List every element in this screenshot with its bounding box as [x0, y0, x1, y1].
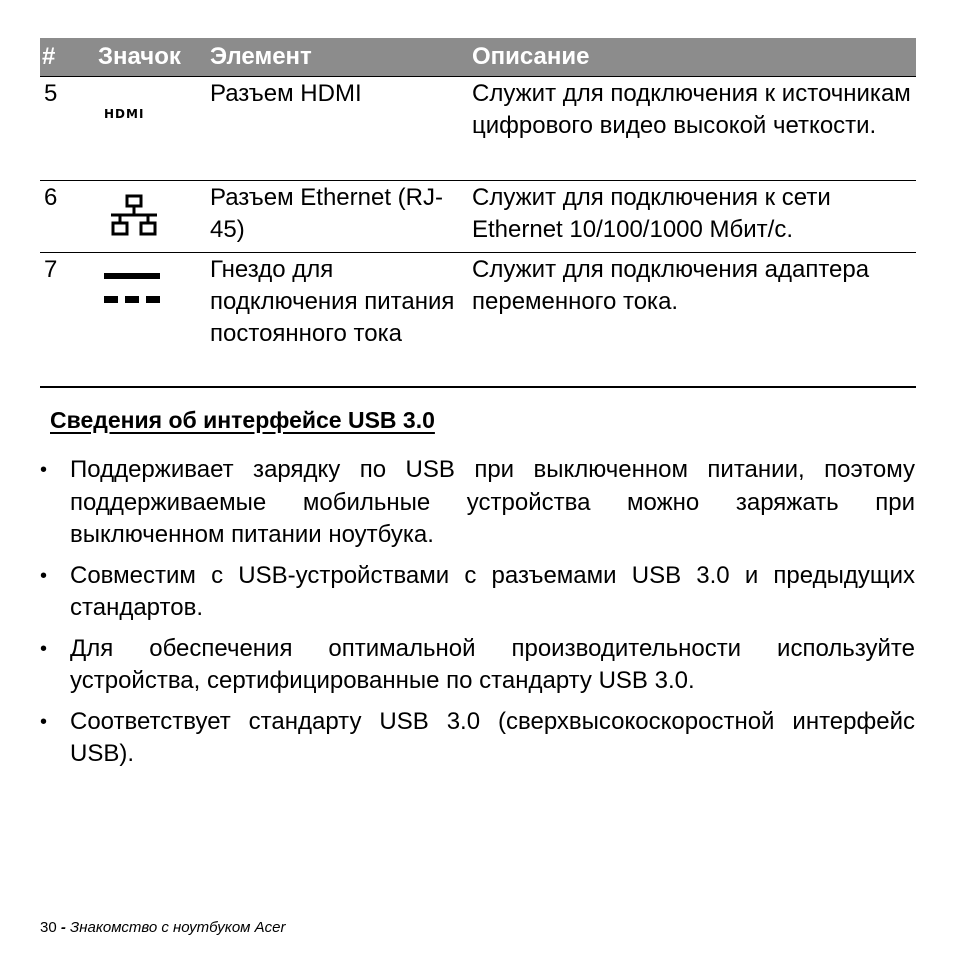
row-num: 5	[44, 80, 58, 107]
row-element: Разъем Ethernet (RJ-45)	[210, 184, 443, 243]
footer-text: Знакомство с ноутбуком Acer	[70, 919, 286, 936]
bullet-icon: •	[40, 564, 48, 587]
list-item	[40, 633, 915, 698]
row-element: Разъем HDMI	[210, 80, 362, 107]
row-icon-cell	[98, 181, 210, 252]
row-element: Гнездо для подключения питания постоянного тока	[210, 256, 455, 347]
bullet-icon: •	[40, 459, 48, 481]
list-item-text: Поддерживает зарядку по USB при выключенном питании, поэтому поддерживаемые мобильные устройства можно заряжать при выключенном питании ноутбука.	[70, 456, 915, 548]
list-item-text: Совместим с USB-устройствами с разъемами USB 3.0 и предыдущих стандартов.	[70, 561, 915, 621]
hdmi-icon: HDMI	[104, 107, 145, 121]
list-item	[40, 560, 915, 625]
header-num: #	[42, 43, 56, 70]
row-icon-cell	[98, 77, 210, 180]
list-item-text: Соответствует стандарту USB 3.0 (сверхвысокоскоростной интерфейс USB).	[70, 707, 915, 767]
header-element: Элемент	[210, 43, 312, 70]
ports-table	[40, 38, 916, 388]
list-item-text: Для обеспечения оптимальной производительности используйте устройства, сертифицированные по стандарту USB 3.0.	[70, 634, 915, 694]
row-icon-cell	[98, 253, 210, 386]
row-description: Служит для подключения адаптера переменного тока.	[472, 256, 870, 315]
row-description: Служит для подключения к источникам цифрового видео высокой четкости.	[472, 80, 911, 139]
list-item	[40, 706, 915, 771]
header-icon: Значок	[98, 43, 181, 70]
table-row	[40, 181, 916, 253]
usb-feature-list	[40, 454, 915, 779]
row-num: 6	[44, 184, 58, 211]
bullet-icon: •	[40, 710, 48, 733]
page-footer	[40, 918, 285, 938]
row-description: Служит для подключения к сети Ethernet 10/100/1000 Мбит/с.	[472, 184, 831, 243]
table-row	[40, 77, 916, 181]
header-description: Описание	[472, 43, 590, 70]
table-row	[40, 253, 916, 388]
table-header	[40, 38, 916, 77]
ethernet-icon	[108, 193, 160, 243]
usb-section-heading: Сведения об интерфейсе USB 3.0	[50, 407, 435, 433]
list-item	[40, 454, 915, 552]
page-number: 30	[40, 919, 57, 936]
footer-separator: -	[60, 919, 66, 936]
dc-power-icon	[104, 273, 162, 307]
bullet-icon: •	[40, 637, 48, 660]
row-num: 7	[44, 256, 58, 283]
